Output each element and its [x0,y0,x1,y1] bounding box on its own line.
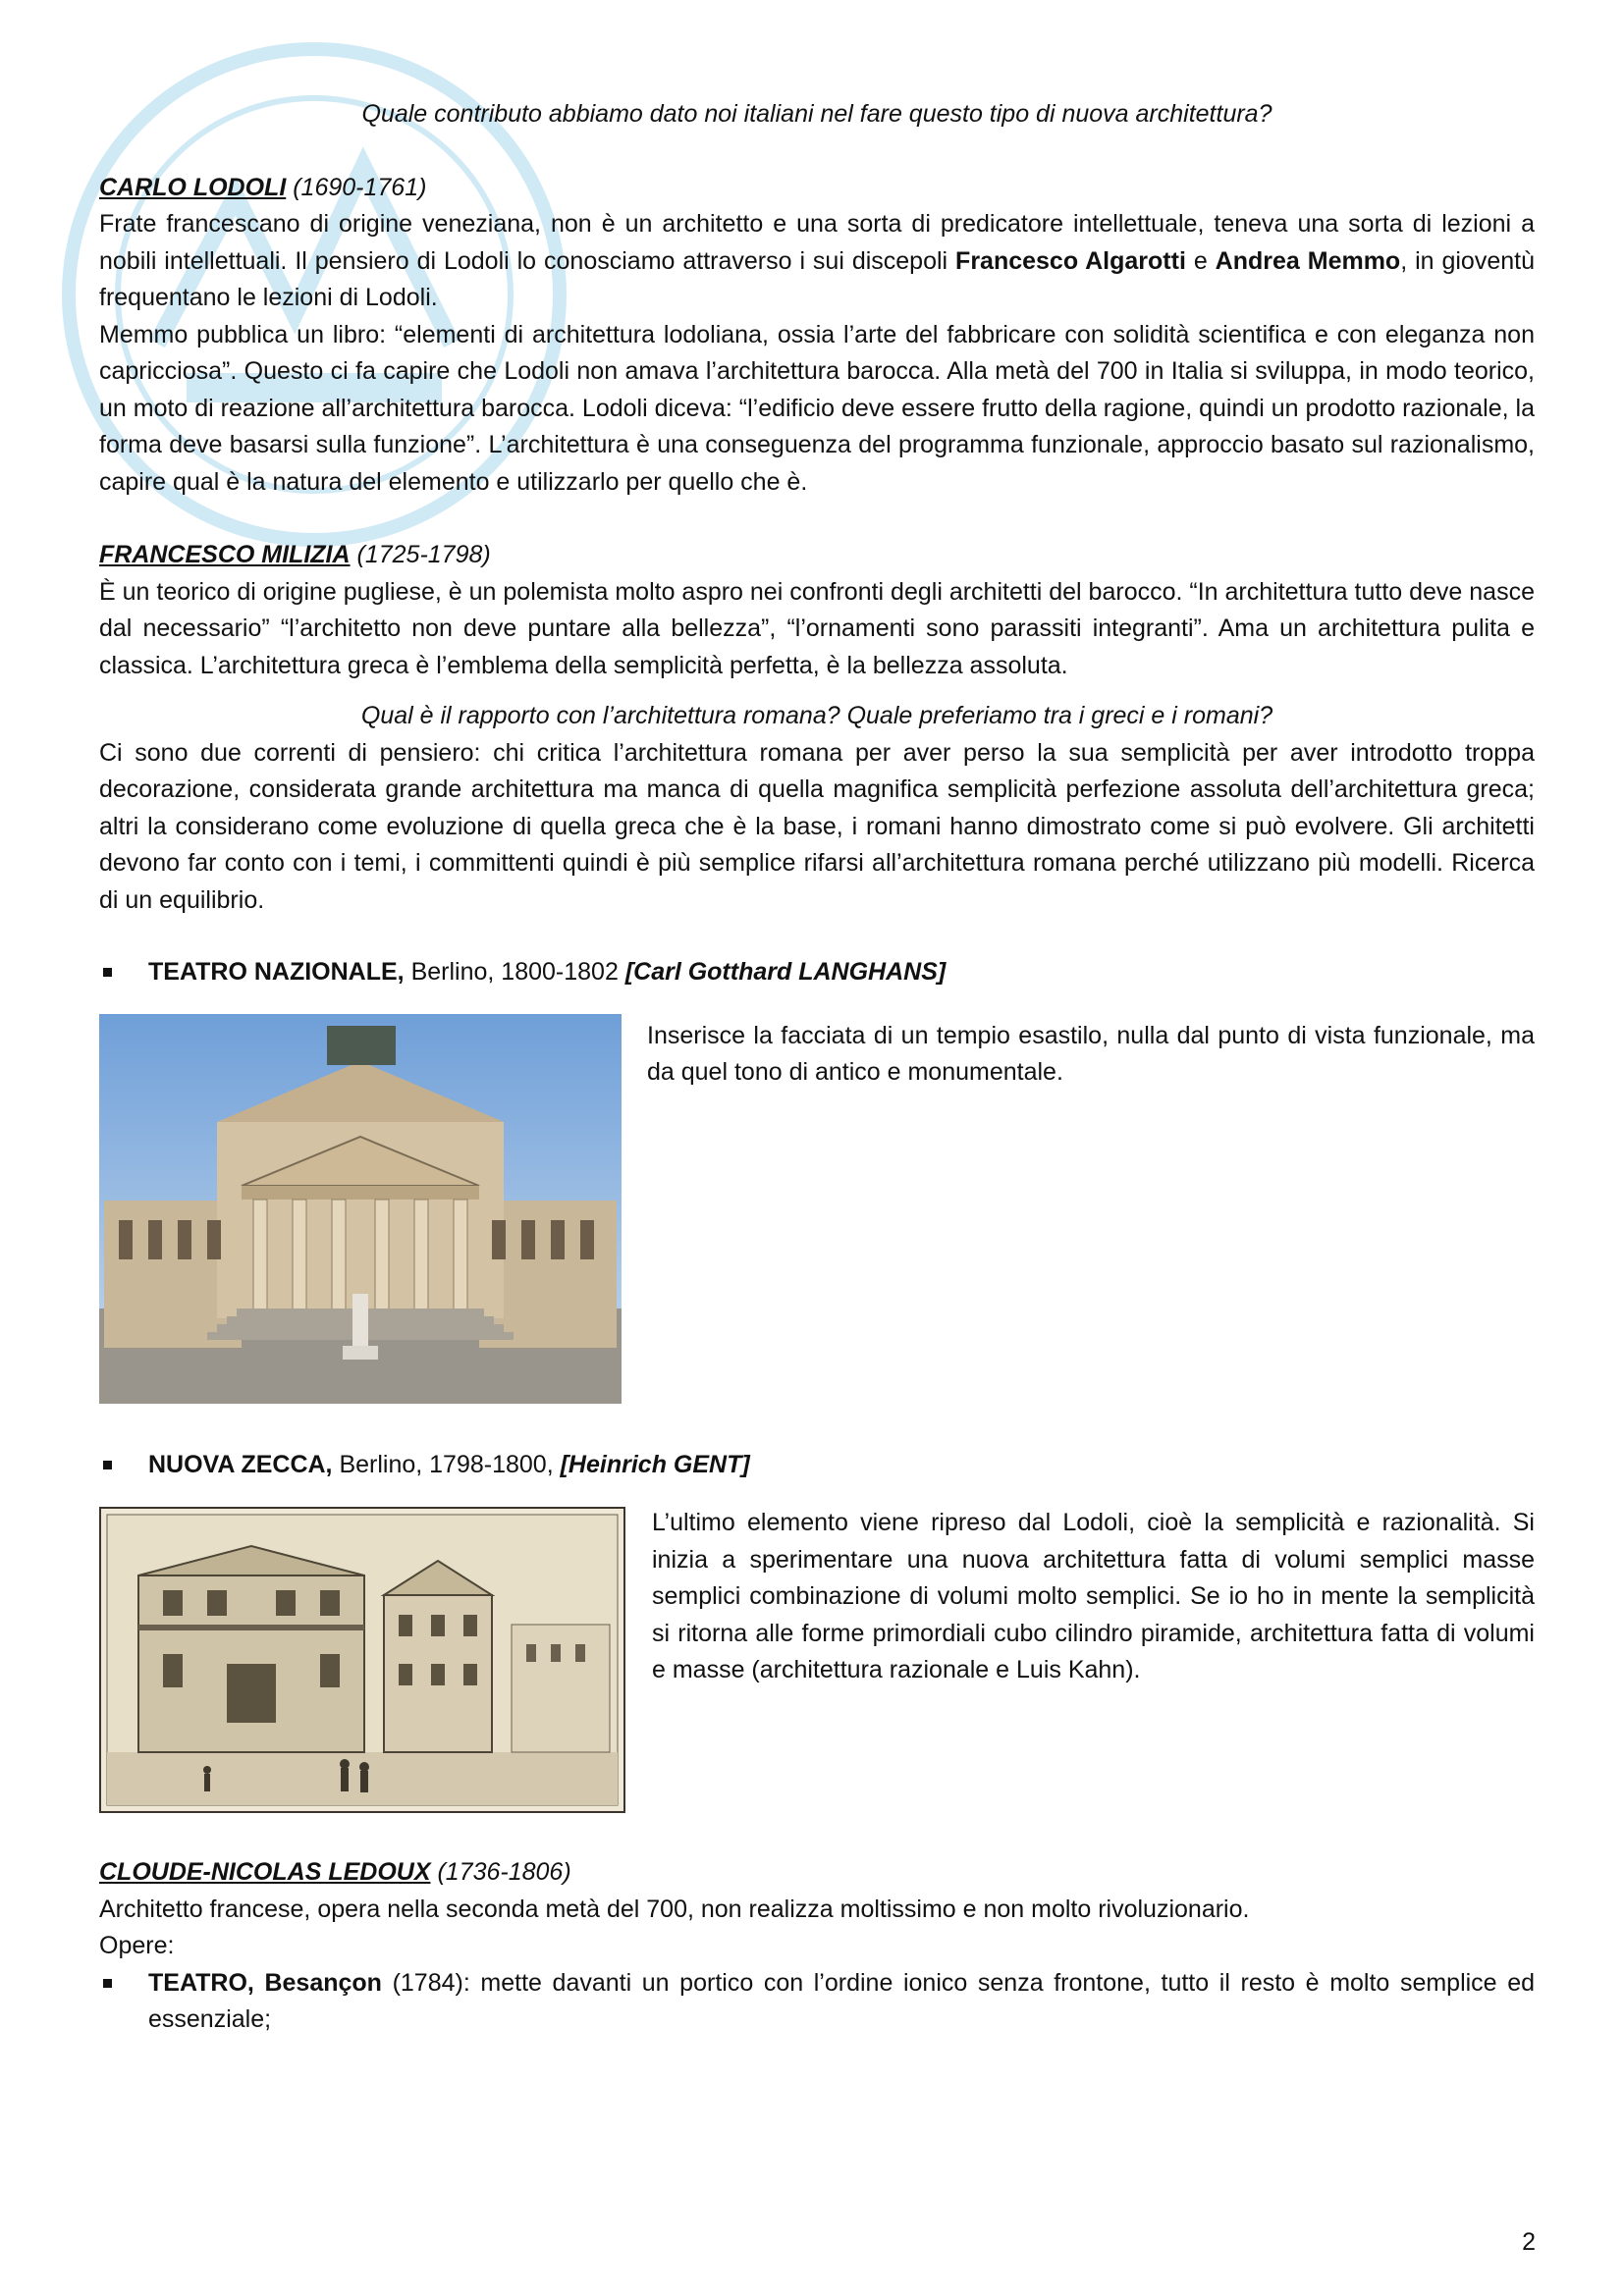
bullet-square-icon [103,1461,112,1469]
lodoli-years: (1690-1761) [293,173,427,201]
ledoux-name: CLOUDE-NICOLAS LEDOUX [99,1858,431,1886]
teatro-author: [Carl Gotthard LANGHANS] [624,958,947,986]
teatro-place: Berlino, 1800-1802 [404,958,625,986]
ledoux-item-text: (1784): mette davanti un portico con l’ordine ionico senza frontone, tutto il resto è molto semplice ed essenziale; [148,1968,1536,2033]
milizia-paragraph-1: È un teorico di origine pugliese, è un polemista molto aspro nei confronti degli architetti del barocco. “In architettura tutto deve nasce dal necessario” “l’architetto non deve puntare alla bellezza”, “l’ornamenti sono parassiti integranti”. Ama un architettura pulita e classica. L’architettura greca è l’emblema della semplicità perfetta, è la bellezza assoluta. [99,577,1535,679]
ledoux-years: (1736-1806) [437,1858,571,1886]
section-header-lodoli [99,170,1535,207]
zecca-figure-row [99,1507,1535,1813]
zecca-bullet [99,1447,1535,1484]
milizia-name: FRANCESCO MILIZIA [99,541,351,568]
zecca-place: Berlino, 1798-1800, [332,1450,561,1478]
ledoux-teatro-bullet [99,1965,1535,2039]
bullet-square-icon [103,968,112,977]
zecca-author: [Heinrich GENT] [560,1450,750,1478]
milizia-question: Qual è il rapporto con l’architettura romana? Quale preferiamo tra i greci e i romani? [360,702,1273,729]
algarotti-name: Francesco Algarotti [955,246,1186,275]
zecca-description: L’ultimo elemento viene ripreso dal Lodoli, cioè la semplicità e razionalità. Si inizia a sperimentare una nuova architettura fatta di volumi semplici masse semplici combinazione di volumi molto semplici. Se io ho in mente la semplicità si ritorna alle forme primordiali cubo cilindro piramide, architettura fatta di volumi e masse (architettura razionale e Luis Kahn). [652,1509,1535,1683]
memmo-name: Andrea Memmo [1215,246,1401,275]
lodoli-paragraph-1: Frate francescano di origine veneziana, non è un architetto e una sorta di predicatore intellettuale, teneva una sorta di lezioni a nobili intellettuali. Il pensiero di Lodoli lo conosciamo attraverso i sui discepoli Francesco Algarotti e Andrea Memmo, in gioventù frequentano le lezioni di Lodoli. [99,210,1535,311]
ledoux-opere-label: Opere: [99,1932,175,1959]
teatro-figure-row [99,1014,1535,1404]
teatro-title: TEATRO NAZIONALE, [148,958,405,986]
document-page [99,96,1535,2039]
lodoli-name: CARLO LODOLI [99,173,287,201]
ledoux-paragraph-1: Architetto francese, opera nella seconda metà del 700, non realizza moltissimo e non molto rivoluzionario. [99,1895,1250,1923]
section-header-milizia [99,537,1535,574]
teatro-bullet [99,954,1535,991]
milizia-paragraph-2: Ci sono due correnti di pensiero: chi critica l’architettura romana per aver perso la sua semplicità per aver introdotto troppa decorazione, considerata grande architettura ma manca di quella magnifica semplicità perfezione assoluta dell’architettura greca; altri la considerano come evoluzione di quella greca che è la base, i romani hanno dimostrato come si può evolvere. Gli architetti devono far conto con i temi, i committenti quindi è più semplice rifarsi all’architettura romana perché utilizzano più modelli. Ricerca di un equilibrio. [99,738,1535,914]
teatro-description: Inserisce la facciata di un tempio esastilo, nulla dal punto di vista funzionale, ma da quel tono di antico e monumentale. [647,1021,1535,1086]
section-header-ledoux [99,1854,1535,1892]
intro-question: Quale contributo abbiamo dato noi italiani nel fare questo tipo di nuova architettura? [361,100,1272,128]
bullet-square-icon [103,1979,112,1988]
page-number: 2 [1522,2228,1536,2256]
milizia-years: (1725-1798) [356,541,491,568]
nuova-zecca-engraving [99,1507,625,1813]
teatro-nazionale-photo [99,1014,622,1404]
ledoux-item-title: TEATRO, Besançon [148,1968,382,1997]
lodoli-paragraph-2: Memmo pubblica un libro: “elementi di architettura lodoliana, ossia l’arte del fabbricare con solidità scientifica e con eleganza non capricciosa”. Questo ci fa capire che Lodoli non amava l’architettura barocca. Alla metà del 700 in Italia si sviluppa, in modo teorico, un moto di reazione all’architettura barocca. Lodoli diceva: “l’edificio deve essere frutto della ragione, quindi un prodotto razionale, la forma deve basarsi sulla funzione”. L’architettura è una conseguenza del programma funzionale, approccio basato sul razionalismo, capire qual è la natura del elemento e utilizzarlo per quello che è. [99,320,1535,496]
zecca-title: NUOVA ZECCA, [148,1450,333,1478]
